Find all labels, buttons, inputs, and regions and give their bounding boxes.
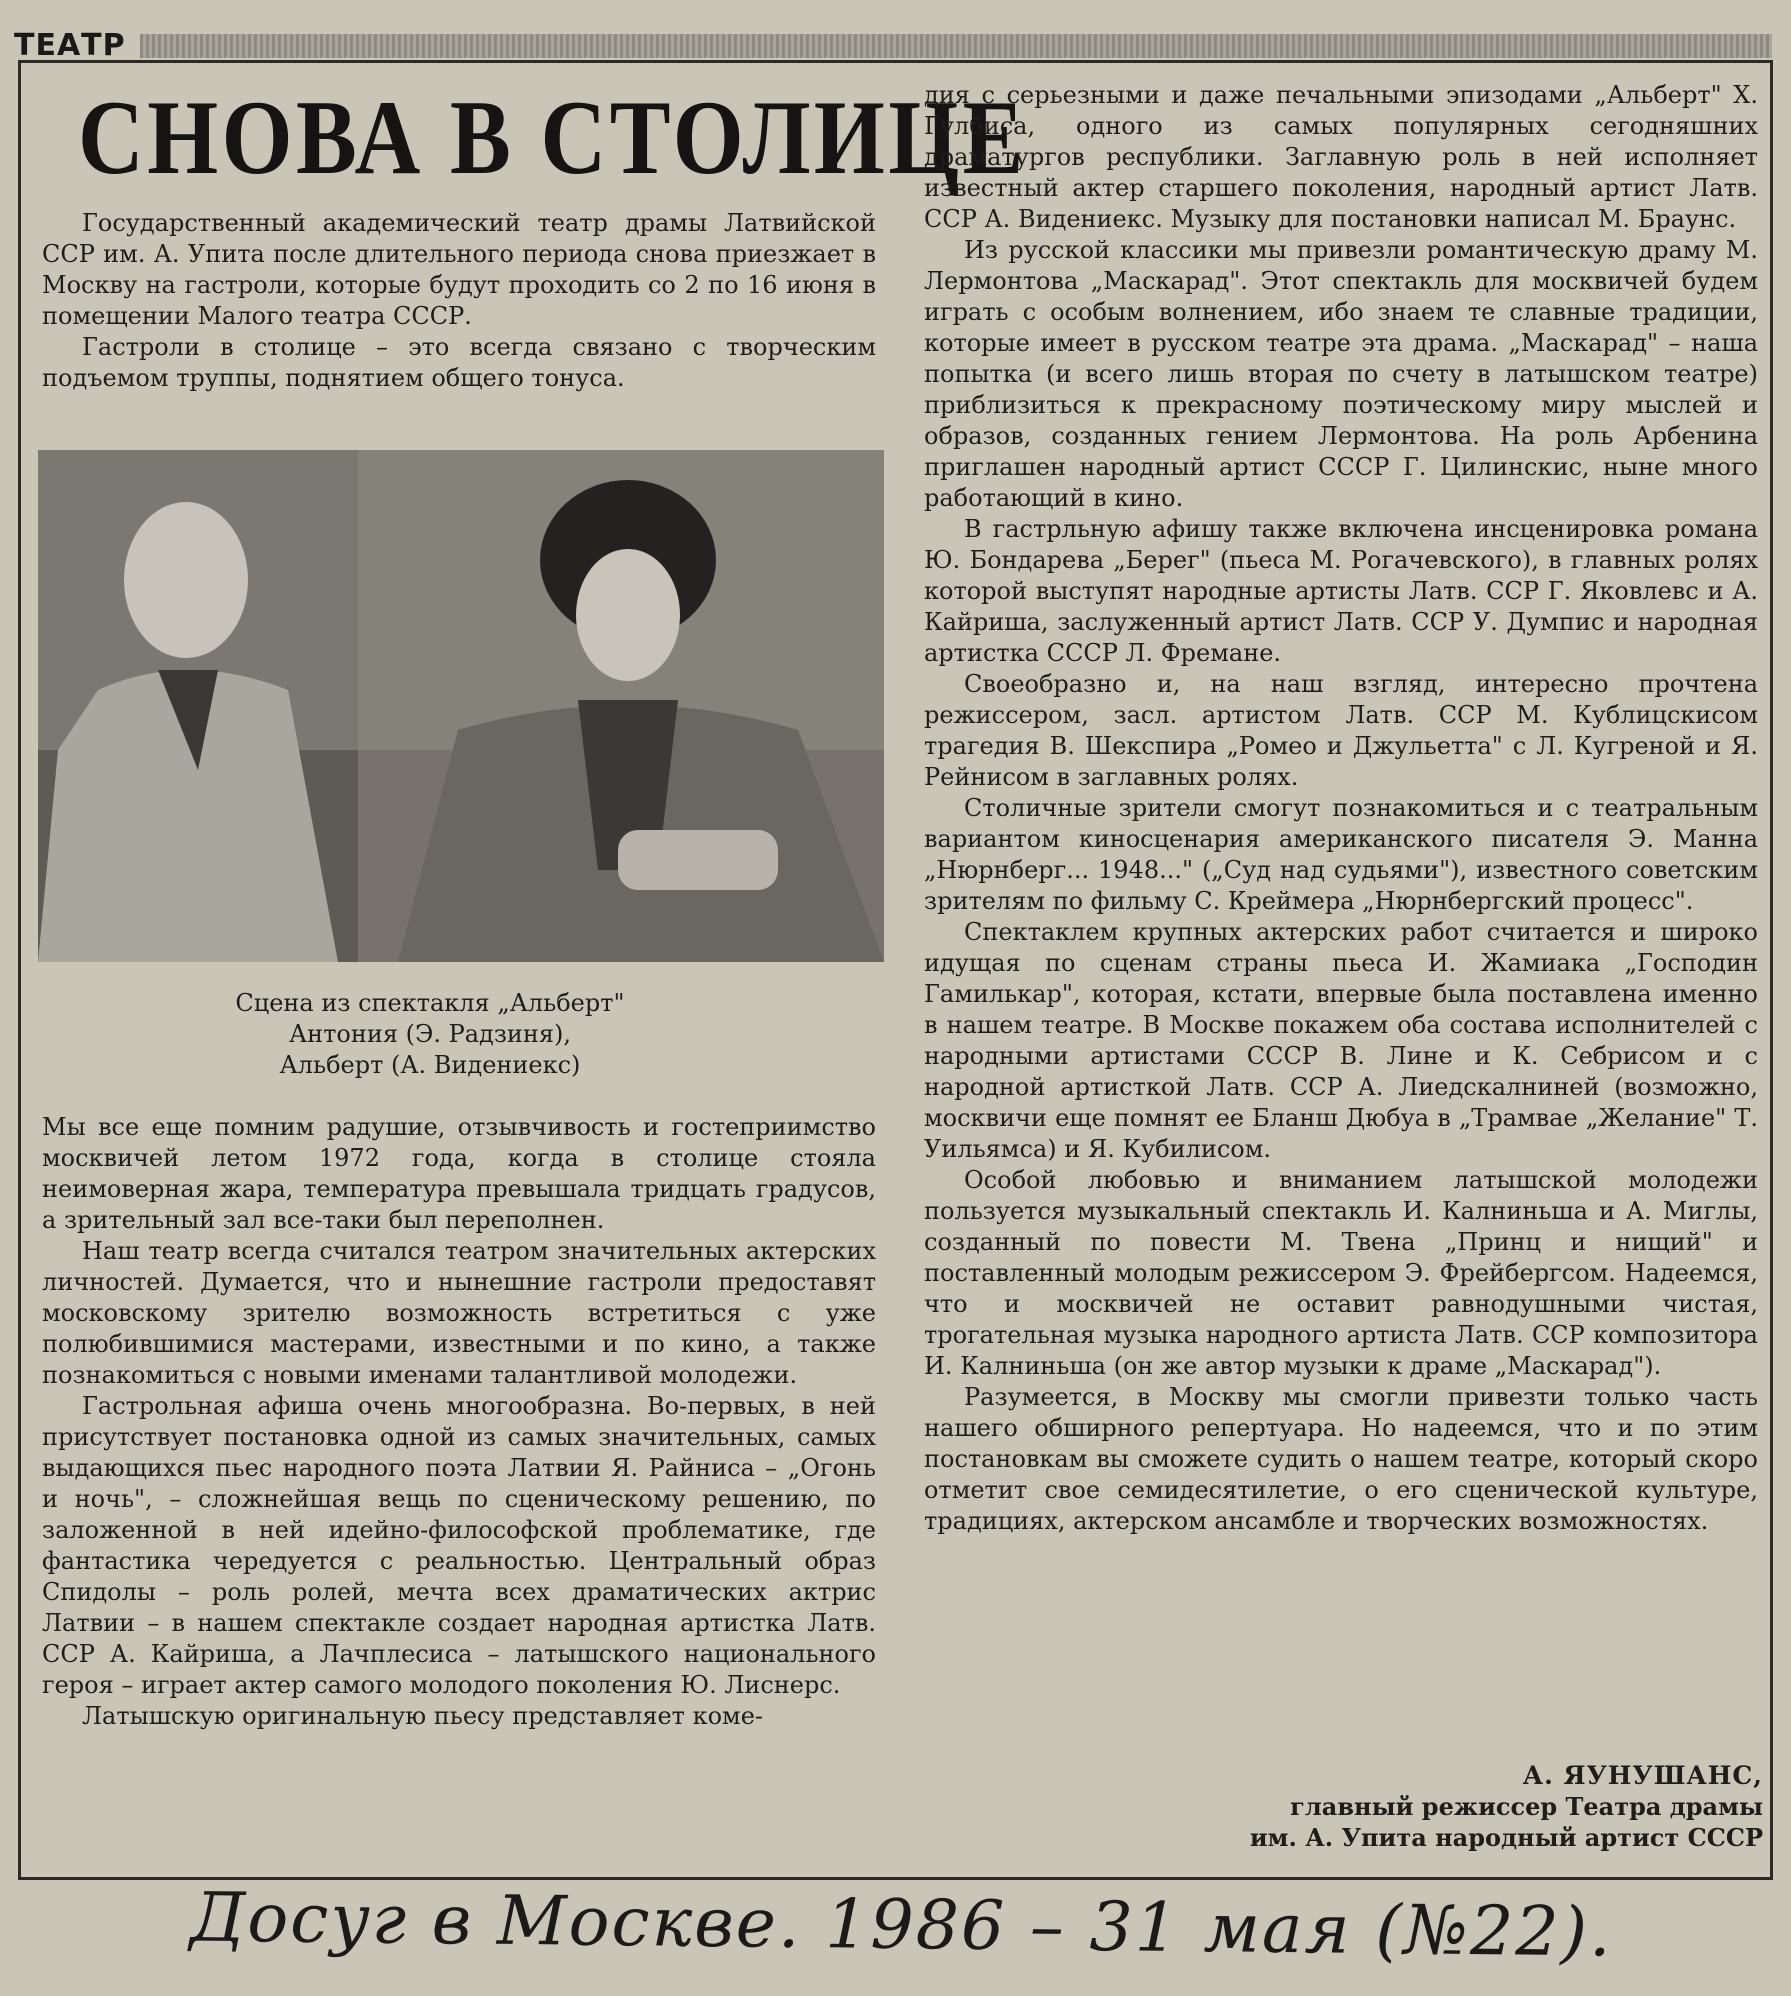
left-column-top xyxy=(42,208,876,394)
section-rubric: ТЕАТР xyxy=(14,28,126,63)
photo-caption xyxy=(150,988,710,1081)
paragraph: Гастроли в столице – это всегда связано с творческим подъемом труппы, поднятием общего тонуса. xyxy=(42,333,876,392)
paragraph: В гастрльную афишу также включена инсценировка романа Ю. Бондарева „Берег" (пьеса М. Рогачевского), в главных ролях которой выступят народные артисты Латв. ССР Г. Яковлевс и А. Кайриша, заслуженный артист Латв. ССР У. Думпис и народная артистка СССР Л. Фремане. xyxy=(924,515,1758,667)
left-column-bottom xyxy=(42,1112,876,1732)
paragraph: Гастрольная афиша очень многообразна. Во-первых, в ней присутствует постановка одной из самых значительных, самых выдающихся пьес народного поэта Латвии Я. Райниса – „Огонь и ночь", – сложнейшая вещь по сценическому решению, по заложенной в ней идейно-философской проблематике, где фантастика чередуется с реальностью. Центральный образ Спидолы – роль ролей, мечта всех драматических актрис Латвии – в нашем спектакле создает народная артистка Латв. ССР А. Кайриша, а Лачплесиса – латышского национального героя – играет актер самого молодого поколения Ю. Лиснерс. xyxy=(42,1392,876,1699)
paragraph: Спектаклем крупных актерских работ считается и широко идущая по сценам страны пьеса И. Жамиака „Господин Гамилькар", которая, кстати, впервые была поставлена именно в нашем театре. В Москве покажем оба состава исполнителей с народными артистами СССР В. Лине и К. Себрисом и с народной артисткой Латв. ССР А. Лиедскалниней (возможно, москвичи еще помнят ее Бланш Дюбуа в „Трамвае „Желание" Т. Уильямса) и Я. Кубилисом. xyxy=(924,918,1758,1163)
paragraph: Государственный академический театр драмы Латвийской ССР им. А. Упита после длительного периода снова приезжает в Москву на гастроли, которые будут проходить со 2 по 16 июня в помещении Малого театра СССР. xyxy=(42,209,876,330)
rubric-bar xyxy=(140,34,1772,58)
paragraph: Разумеется, в Москву мы смогли привезти только часть нашего обширного репертуара. Но надеемся, что и по этим постановкам вы сможете судить о нашем театре, который скоро отметит свое семидесятилетие, о его сценической культуре, традициях, актерском ансамбле и творческих возможностях. xyxy=(924,1383,1758,1535)
author-title: им. А. Упита народный артист СССР xyxy=(1249,1823,1763,1852)
photo-illustration xyxy=(38,450,884,962)
author-signature xyxy=(1250,1760,1763,1853)
author-title: главный режиссер Театра драмы xyxy=(1290,1792,1763,1821)
paragraph: дия с серьезными и даже печальными эпизодами „Альберт" Х. Гулбиса, одного из самых популярных сегодняшних драматургов республики. Заглавную роль в ней исполняет известный актер старшего поколения, народный артист Латв. ССР А. Видениекс. Музыку для постановки написал М. Браунс. xyxy=(924,81,1758,233)
caption-line: Альберт (А. Видениекс) xyxy=(279,1051,581,1079)
paragraph: Столичные зрители смогут познакомиться и с театральным вариантом киносценария американского писателя Э. Манна „Нюрнберг... 1948..." („Суд над судьями"), известного советским зрителям по фильму С. Креймера „Нюрнбергский процесс". xyxy=(924,794,1758,915)
paragraph: Своеобразно и, на наш взгляд, интересно прочтена режиссером, засл. артистом Латв. ССР М. Кублицскисом трагедия В. Шекспира „Ромео и Джульетта" с Л. Кугреной и Я. Рейнисом в заглавных ролях. xyxy=(924,670,1758,791)
author-name: А. ЯУНУШАНС, xyxy=(1522,1761,1763,1790)
paragraph: Особой любовью и вниманием латышской молодежи пользуется музыкальный спектакль И. Калниньша и А. Миглы, созданный по повести М. Твена „Принц и нищий" и поставленный молодым режиссером Э. Фрейбергсом. Надеемся, что и москвичей не оставит равнодушными чистая, трогательная музыка народного артиста Латв. ССР композитора И. Калниньша (он же автор музыки к драме „Маскарад"). xyxy=(924,1166,1758,1380)
scene-photo xyxy=(38,450,884,962)
right-column xyxy=(924,80,1758,1537)
paragraph: Из русской классики мы привезли романтическую драму М. Лермонтова „Маскарад". Этот спектакль для москвичей будем играть с особым волнением, ибо знаем те славные традиции, которые имеет в русском театре эта драма. „Маскарад" – наша попытка (и всего лишь вторая по счету в латышском театре) приблизиться к прекрасному поэтическому миру мыслей и образов, созданных гением Лермонтова. На роль Арбенина приглашен народный артист СССР Г. Цилинскис, ныне много работающий в кино. xyxy=(924,236,1758,512)
paragraph: Наш театр всегда считался театром значительных актерских личностей. Думается, что и нынешние гастроли предоставят московскому зрителю возможность встретиться с уже полюбившимися мастерами, известными и по кино, а также познакомиться с новыми именами талантливой молодежи. xyxy=(42,1237,876,1389)
paragraph: Мы все еще помним радушие, отзывчивость и гостеприимство москвичей летом 1972 года, когда в столице стояла неимоверная жара, температура превышала тридцать градусов, а зрительный зал все-таки был переполнен. xyxy=(42,1113,876,1234)
caption-line: Антония (Э. Радзиня), xyxy=(288,1020,572,1048)
paragraph: Латышскую оригинальную пьесу представляет коме- xyxy=(82,1702,764,1730)
caption-line: Сцена из спектакля „Альберт" xyxy=(235,989,625,1017)
headline: СНОВА В СТОЛИЦЕ xyxy=(78,79,1027,196)
handwritten-source-note: Досуг в Москве. 1986 – 31 мая (№22). xyxy=(189,1878,1614,1973)
